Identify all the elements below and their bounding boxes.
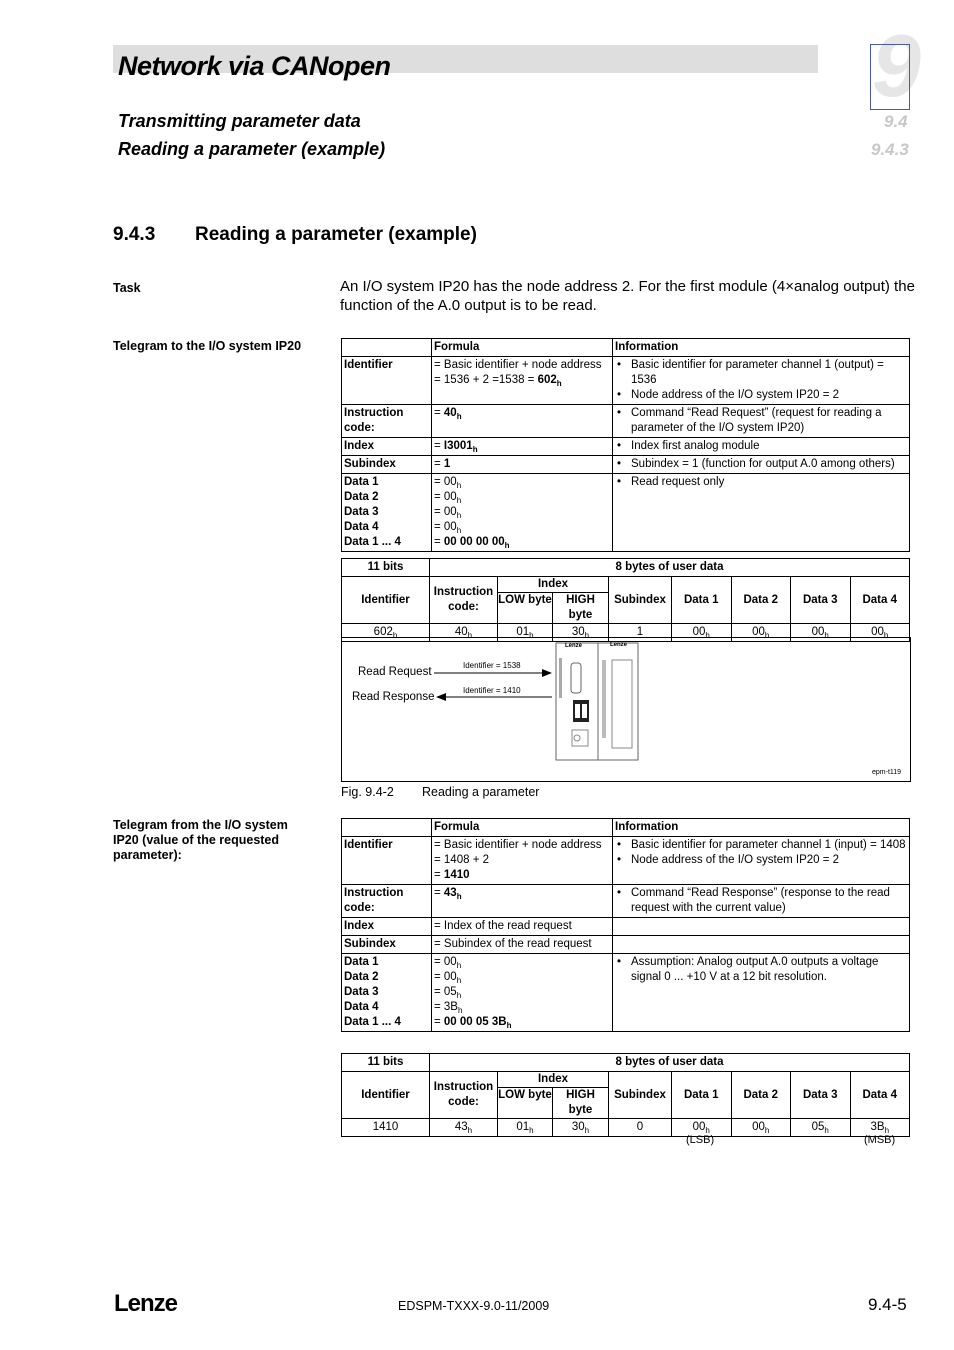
- byte-value: $00_h$: [672, 624, 732, 642]
- identifier-response-label: Identifier = 1410: [463, 686, 521, 695]
- row-name: Data 1 Data 2 Data 3 Data 4 Data 1 ... 4: [342, 954, 432, 1032]
- identifier-request-label: Identifier = 1538: [463, 661, 521, 670]
- byte-value: 1410: [342, 1119, 430, 1137]
- row-information: • Basic identifier for parameter channel 1 (output) = 1536 • Node address of the I/O system IP20 = 2: [613, 357, 910, 405]
- col-formula-header: Formula: [432, 339, 613, 357]
- byte-value: $3B_h$: [850, 1119, 910, 1137]
- data1-header: Data 1: [672, 1072, 732, 1119]
- table-row: [342, 954, 910, 1032]
- msb-label: (MSB): [864, 1134, 896, 1146]
- row-name: Identifier: [342, 357, 432, 405]
- request-arrow-head: [542, 669, 552, 677]
- chapter-frame: [870, 44, 910, 110]
- high-byte-header: HIGH byte: [553, 1088, 609, 1119]
- row-formula: = Basic identifier + node address = $1536 + 2 =1538 = 602_h$: [432, 357, 613, 405]
- byte-value: $00_h$: [672, 1119, 732, 1137]
- module-brand: Lenze: [565, 643, 583, 649]
- module-brand: Lenze: [610, 642, 628, 648]
- table-row: [342, 438, 910, 456]
- row-name: Subindex: [342, 936, 432, 954]
- byte-value: $05_h$: [791, 1119, 851, 1137]
- row-name: Instruction code:: [342, 405, 432, 438]
- page-title: Network via CANopen: [118, 51, 391, 81]
- lsb-label: (LSB): [686, 1134, 715, 1146]
- section-number: 9.4.3: [113, 224, 156, 245]
- data2-header: Data 2: [731, 1072, 791, 1119]
- table-row: [342, 918, 910, 936]
- table-row: [342, 837, 910, 885]
- read-request-label: Read Request: [358, 666, 432, 678]
- row-information: [613, 918, 910, 936]
- user-data-header: 8 bytes of user data: [430, 1054, 910, 1072]
- section-title: Reading a parameter (example): [195, 224, 477, 245]
- table-row: [342, 405, 910, 438]
- high-byte-header: HIGH byte: [553, 593, 609, 624]
- figure-caption-text: Reading a parameter: [422, 785, 540, 799]
- row-information: • Read request only: [613, 474, 910, 552]
- bytes-value-row: [342, 1119, 910, 1137]
- figure-diagram: [342, 638, 910, 781]
- telegram-to-label: Telegram to the I/O system IP20: [113, 339, 302, 353]
- instruction-header: Instruction code:: [430, 1072, 498, 1119]
- byte-value: 1: [609, 624, 672, 642]
- row-information: • Index first analog module: [613, 438, 910, 456]
- data4-header: Data 4: [850, 1072, 910, 1119]
- side-reference: 9.4.3: [871, 140, 909, 159]
- row-information: • Subindex = 1 (function for output A.0 among others): [613, 456, 910, 474]
- col-formula-header: Formula: [432, 819, 613, 837]
- document-id: EDSPM-TXXX-9.0-11/2009: [398, 1299, 550, 1313]
- subindex-header: Subindex: [609, 577, 672, 624]
- identifier-header: Identifier: [342, 1072, 430, 1119]
- bits-header: 11 bits: [342, 559, 430, 577]
- data3-header: Data 3: [791, 577, 851, 624]
- telegram-from-label: Telegram from the I/O system IP20 (value of the requested parameter):: [113, 818, 288, 862]
- instruction-header: Instruction code:: [430, 577, 498, 624]
- col-information-header: Information: [613, 339, 910, 357]
- table-row: [342, 474, 910, 552]
- task-label: Task: [113, 281, 141, 295]
- row-name: Instruction code:: [342, 885, 432, 918]
- col-information-header: Information: [613, 819, 910, 837]
- row-information: • Basic identifier for parameter channel 1 (input) = 1408 • Node address of the I/O system IP20 = 2: [613, 837, 910, 885]
- data2-header: Data 2: [731, 577, 791, 624]
- byte-value: $40_h$: [430, 624, 498, 642]
- header-subtitle: Reading a parameter (example): [118, 139, 386, 159]
- row-name: Index: [342, 438, 432, 456]
- byte-value: $00_h$: [731, 1119, 791, 1137]
- io-module-icon: [556, 643, 638, 760]
- byte-value: $30_h$: [553, 1119, 609, 1137]
- response-arrow-head: [436, 693, 446, 701]
- bytes-header-row: [342, 1072, 910, 1088]
- bits-header: 11 bits: [342, 1054, 430, 1072]
- page-number: 9.4-5: [868, 1295, 907, 1314]
- row-formula: = $00_h$ = $00_h$ = $05_h$ = $3B_h$ = 00 00 05 $3B_h$: [432, 954, 613, 1032]
- table-row: [342, 885, 910, 918]
- row-formula: = $00_h$ = $00_h$ = $00_h$ = $00_h$ = 00 00 00 $00_h$: [432, 474, 613, 552]
- low-byte-header: LOW byte: [498, 593, 553, 624]
- chapter-number: 9: [872, 16, 921, 115]
- identifier-header: Identifier: [342, 577, 430, 624]
- row-name: Index: [342, 918, 432, 936]
- data3-header: Data 3: [791, 1072, 851, 1119]
- byte-value: $43_h$: [430, 1119, 498, 1137]
- row-name: Data 1 Data 2 Data 3 Data 4 Data 1 ... 4: [342, 474, 432, 552]
- row-information: • Assumption: Analog output A.0 outputs a voltage signal 0 ... +10 V at a 12 bit resolution.: [613, 954, 910, 1032]
- row-formula: = 1: [432, 456, 613, 474]
- byte-value: $01_h$: [498, 1119, 553, 1137]
- figure-reading-parameter: [341, 637, 911, 782]
- row-information: • Command “Read Response” (response to the read request with the current value): [613, 885, 910, 918]
- row-information: • Command “Read Request” (request for reading a parameter of the I/O system IP20): [613, 405, 910, 438]
- bytes-to-table: [341, 558, 910, 642]
- row-formula: = Subindex of the read request: [432, 936, 613, 954]
- user-data-header: 8 bytes of user data: [430, 559, 910, 577]
- read-response-label: Read Response: [352, 691, 435, 703]
- byte-value: $602_h$: [342, 624, 430, 642]
- telegram-from-table: [341, 818, 910, 1032]
- row-formula: = $I3001_h$: [432, 438, 613, 456]
- index-header: Index: [498, 1072, 609, 1088]
- row-formula: = $40_h$: [432, 405, 613, 438]
- row-information: [613, 936, 910, 954]
- low-byte-header: LOW byte: [498, 1088, 553, 1119]
- byte-value: $30_h$: [553, 624, 609, 642]
- index-header: Index: [498, 577, 609, 593]
- table-header-row: [342, 339, 910, 357]
- byte-value: $00_h$: [850, 624, 910, 642]
- table-row: [342, 357, 910, 405]
- figure-caption-number: Fig. 9.4-2: [341, 785, 394, 799]
- bytes-from-table: [341, 1053, 910, 1137]
- bytes-header-row: [342, 577, 910, 593]
- byte-value: 0: [609, 1119, 672, 1137]
- row-name: Identifier: [342, 837, 432, 885]
- bytes-group-row: [342, 559, 910, 577]
- table-row: [342, 456, 910, 474]
- table-header-row: [342, 819, 910, 837]
- task-text: An I/O system IP20 has the node address 2. For the first module (4×analog output) the function of the A.0 output is to be read.: [340, 278, 915, 314]
- data1-header: Data 1: [672, 577, 732, 624]
- side-reference: 9.4: [884, 112, 908, 131]
- header-subtitle: Transmitting parameter data: [118, 111, 361, 131]
- byte-value: $00_h$: [791, 624, 851, 642]
- row-formula: = $43_h$: [432, 885, 613, 918]
- row-name: Subindex: [342, 456, 432, 474]
- lenze-logo: Lenze: [114, 1290, 178, 1317]
- figure-ref: epm-t119: [872, 769, 902, 776]
- bytes-group-row: [342, 1054, 910, 1072]
- byte-value: $00_h$: [731, 624, 791, 642]
- subindex-header: Subindex: [609, 1072, 672, 1119]
- byte-value: $01_h$: [498, 624, 553, 642]
- table-row: [342, 936, 910, 954]
- telegram-to-table: [341, 338, 910, 552]
- row-formula: = Index of the read request: [432, 918, 613, 936]
- row-formula: = Basic identifier + node address = 1408 + 2 = 1410: [432, 837, 613, 885]
- data4-header: Data 4: [850, 577, 910, 624]
